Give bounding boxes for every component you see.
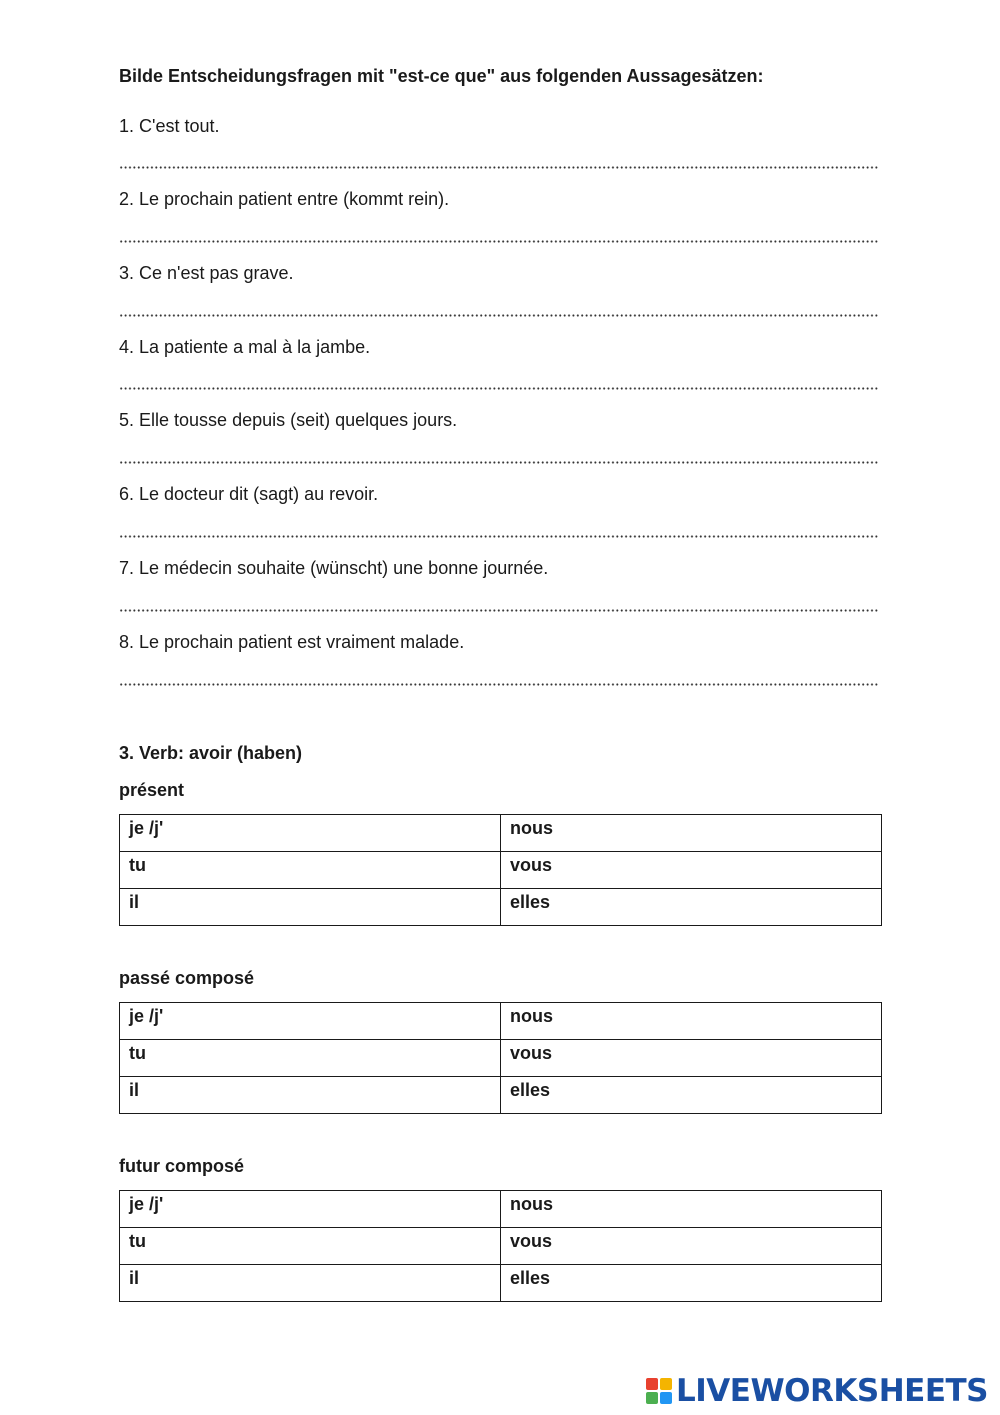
pronoun-cell[interactable]: nous [501, 815, 882, 852]
exercise-sentence-7: 7. Le médecin souhaite (wünscht) une bonne journée. [119, 558, 549, 578]
pronoun-cell[interactable]: je /j' [120, 1191, 501, 1228]
conjugation-table-present [119, 814, 882, 926]
pronoun-cell[interactable]: vous [501, 1040, 882, 1077]
liveworksheets-logo [646, 1373, 988, 1409]
table-row [120, 1077, 882, 1114]
answer-line-8[interactable] [119, 683, 879, 686]
tense-label-present: présent [119, 780, 185, 800]
answer-line-4[interactable] [119, 387, 879, 390]
answer-line-5[interactable] [119, 461, 879, 464]
exercise-sentence-6: 6. Le docteur dit (sagt) au revoir. [119, 484, 379, 504]
pronoun-cell[interactable]: vous [501, 1228, 882, 1265]
pronoun-cell[interactable]: il [120, 1077, 501, 1114]
table-row [120, 1040, 882, 1077]
exercise-sentence-2: 2. Le prochain patient entre (kommt rein). [119, 189, 450, 209]
instruction-heading: Bilde Entscheidungsfragen mit "est-ce que" aus folgenden Aussagesätzen: [119, 66, 764, 86]
exercise-sentence-4: 4. La patiente a mal à la jambe. [119, 337, 371, 357]
table-row [120, 1265, 882, 1302]
answer-line-6[interactable] [119, 535, 879, 538]
pronoun-cell[interactable]: tu [120, 1228, 501, 1265]
table-row [120, 1003, 882, 1040]
pronoun-cell[interactable]: il [120, 1265, 501, 1302]
pronoun-cell[interactable]: tu [120, 1040, 501, 1077]
table-row [120, 852, 882, 889]
conjugation-table-futur-compose [119, 1190, 882, 1302]
pronoun-cell[interactable]: je /j' [120, 1003, 501, 1040]
pronoun-cell[interactable]: elles [501, 889, 882, 926]
pronoun-cell[interactable]: je /j' [120, 815, 501, 852]
exercise-sentence-8: 8. Le prochain patient est vraiment malade. [119, 632, 465, 652]
exercise-sentence-5: 5. Elle tousse depuis (seit) quelques jours. [119, 410, 458, 430]
pronoun-cell[interactable]: vous [501, 852, 882, 889]
table-row [120, 1191, 882, 1228]
exercise-sentence-1: 1. C'est tout. [119, 116, 220, 136]
pronoun-cell[interactable]: nous [501, 1003, 882, 1040]
logo-text: LIVEWORKSHEETS [676, 1373, 988, 1409]
answer-line-1[interactable] [119, 166, 879, 169]
tense-label-futur-compose: futur composé [119, 1156, 245, 1176]
liveworksheets-logo-icon [646, 1378, 672, 1404]
answer-line-2[interactable] [119, 240, 879, 243]
tense-label-passe-compose: passé composé [119, 968, 255, 988]
answer-line-3[interactable] [119, 314, 879, 317]
answer-line-7[interactable] [119, 609, 879, 612]
pronoun-cell[interactable]: nous [501, 1191, 882, 1228]
pronoun-cell[interactable]: elles [501, 1077, 882, 1114]
verb-section-title: 3. Verb: avoir (haben) [119, 743, 303, 763]
pronoun-cell[interactable]: il [120, 889, 501, 926]
table-row [120, 815, 882, 852]
pronoun-cell[interactable]: elles [501, 1265, 882, 1302]
table-row [120, 889, 882, 926]
conjugation-table-passe-compose [119, 1002, 882, 1114]
table-row [120, 1228, 882, 1265]
exercise-sentence-3: 3. Ce n'est pas grave. [119, 263, 294, 283]
pronoun-cell[interactable]: tu [120, 852, 501, 889]
